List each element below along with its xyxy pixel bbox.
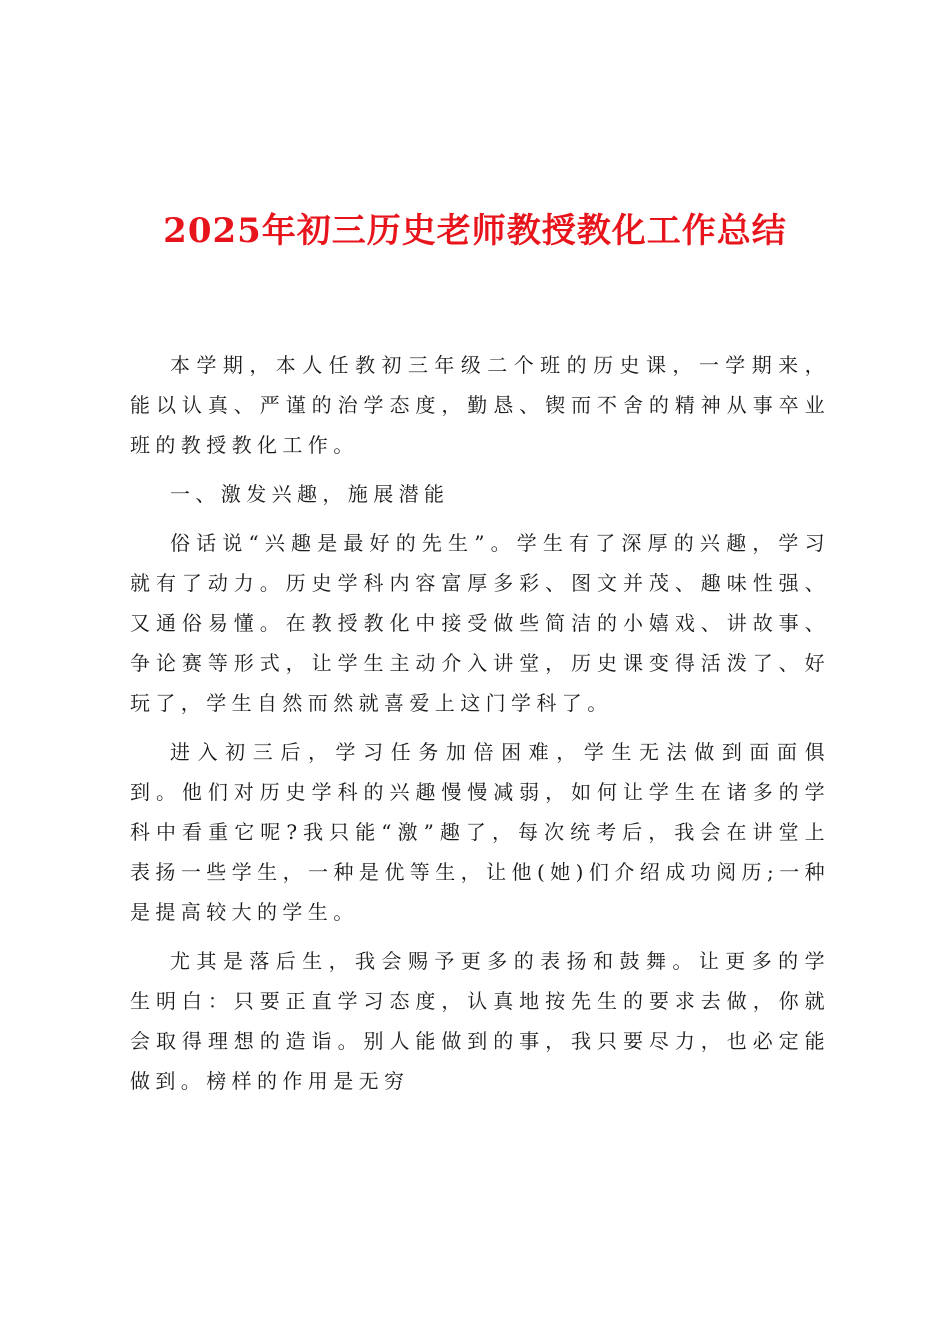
paragraph-interest: 俗话说“兴趣是最好的先生”。学生有了深厚的兴趣，学习就有了动力。历史学科内容富厚多彩、图文并茂、趣味性强、又通俗易懂。在教授教化中接受做些简洁的小嬉戏、讲故事、争论赛等形式，让学生主动介入讲堂，历史课变得活泼了、好玩了，学生自然而然就喜爱上这门学科了。 — [130, 531, 830, 715]
paragraph-encouragement: 尤其是落后生，我会赐予更多的表扬和鼓舞。让更多的学生明白：只要正直学习态度，认真地按先生的要求去做，你就会取得理想的造诣。别人能做到的事，我只要尽力，也必定能做到。榜样的作用是无穷 — [130, 949, 830, 1093]
section-heading: 一、激发兴趣，施展潜能 — [170, 482, 450, 506]
document-body — [130, 345, 830, 1110]
paragraph-grade-three: 进入初三后，学习任务加倍困难，学生无法做到面面俱到。他们对历史学科的兴趣慢慢减弱，如何让学生在诸多的学科中看重它呢?我只能“激”趣了，每次统考后，我会在讲堂上表扬一些学生，一种是优等生，让他(她)们介绍成功阅历;一种是提高较大的学生。 — [130, 740, 830, 924]
document-title: 2025年初三历史老师教授教化工作总结 — [163, 211, 787, 251]
paragraph-intro: 本学期，本人任教初三年级二个班的历史课，一学期来，能以认真、严谨的治学态度，勤恳、锲而不舍的精神从事卒业班的教授教化工作。 — [130, 353, 830, 457]
